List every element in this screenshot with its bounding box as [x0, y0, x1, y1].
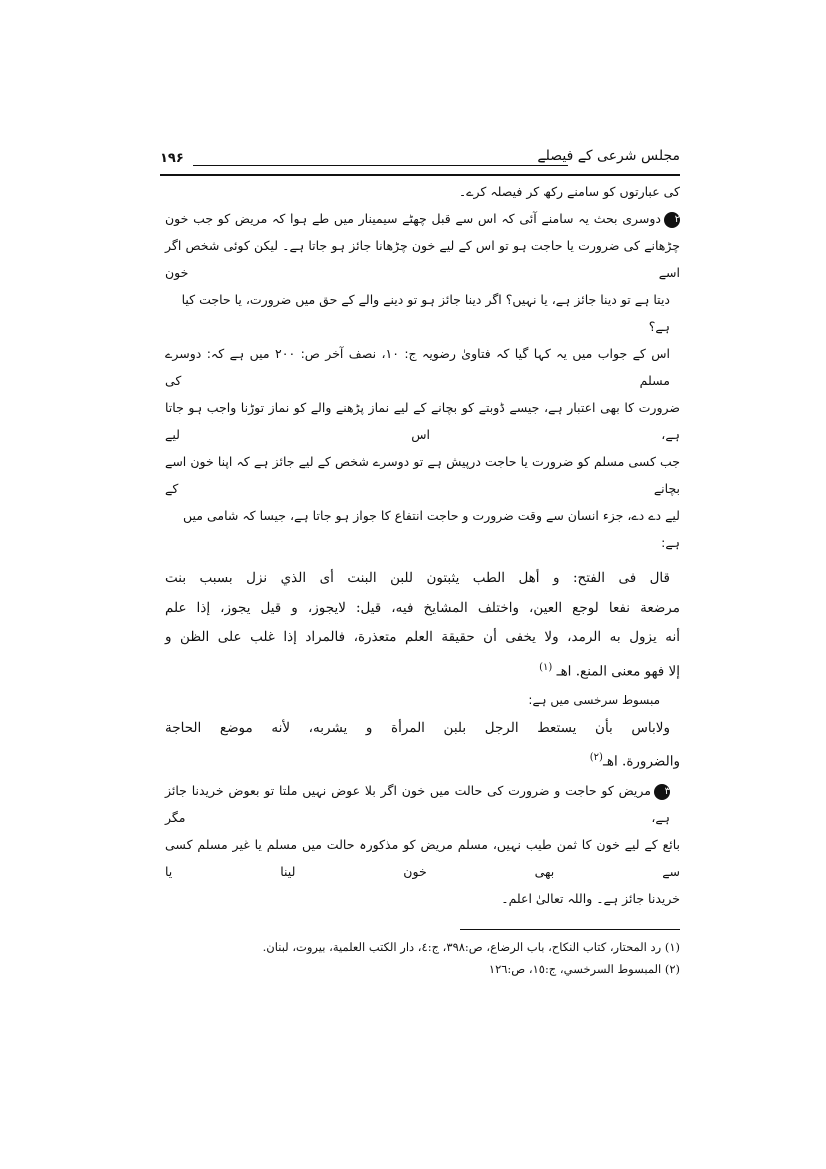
book-title: مجلس شرعی کے فیصلے — [537, 148, 680, 164]
footnote-ref-2[interactable]: (۲) — [589, 752, 603, 763]
text-line: دیتا ہے تو دینا جائز ہے، یا نہیں؟ اگر دینا جائز ہو تو دینے والے کے حق میں ضرورت، یا حاجت کیا ہے؟ — [181, 292, 670, 334]
arabic-quote-line: ولاباس بأن يستعط الرجل بلبن المرأة و يشربه، لأنه موضع الحاجة — [165, 719, 670, 736]
text-line: مبسوط سرخسی میں ہے: — [528, 692, 660, 707]
header-rule — [160, 174, 680, 176]
text-line: ۳مریض کو حاجت و ضرورت کی حالت میں خون اگر بلا عوض نہیں ملتا تو بعوض خریدنا جائز ہے، مگر — [165, 783, 670, 825]
text-line: بائع کے لیے خون کا ثمن طیب نہیں، مسلم مریض کو مذکورہ حالت میں مسلم یا غیر مسلم کسی سے بھی خون لینا یا — [165, 837, 680, 879]
arabic-quote-line: والضرورة. اهـ$^{(۲)}$ — [589, 752, 680, 770]
footnote-ref-1[interactable]: (۱) — [539, 661, 553, 673]
text-line: جب کسی مسلم کو ضرورت یا حاجت درپیش ہے تو دوسرے شخص کے لیے جائز ہے کہ اپنا خون اسے بچانے کے — [165, 454, 680, 496]
page-body — [165, 178, 680, 912]
text-line: خریدنا جائز ہے۔ واللہ تعالیٰ اعلم۔ — [501, 891, 680, 906]
text-line: اس کے جواب میں یہ کہا گیا کہ فتاویٰ رضویہ ج: ۱۰، نصف آخر ص: ۲۰۰ میں ہے کہ: دوسرے مسلم کی — [165, 346, 670, 388]
text-line: کی عبارتوں کو سامنے رکھ کر فیصلہ کرے۔ — [458, 184, 680, 199]
footnote-1: (۱) رد المحتار، كتاب النكاح، باب الرضاع، ص:٣٩٨، ج:٤، دار الكتب العلمية، بيروت، لبنان. — [262, 940, 680, 954]
text-line: ۲دوسری بحث یہ سامنے آئی کہ اس سے قبل چھٹے سیمینار میں طے ہوا کہ مریض کو جب خون — [165, 211, 680, 226]
arabic-quote-line: إلا فهو معنى المنع. اهـ $^{(۱)}$ — [539, 661, 680, 679]
text-line: لیے دے دے، جزء انسان سے وقت ضرورت و حاجت انتفاع کا جواز ہو جاتا ہے، جیسا کہ شامی میں ہے: — [183, 508, 680, 550]
text-line: ضرورت کا بھی اعتبار ہے، جیسے ڈوبتے کو بچانے کے لیے نماز پڑھنے والے کو نماز توڑنا واجب ہو جاتا ہے، اس لیے — [165, 400, 680, 442]
text-line: چڑھانے کی ضرورت یا حاجت ہو تو اس کے لیے خون چڑھانا جائز ہو جاتا ہے۔ لیکن کوئی شخص اگر اسے خون — [165, 238, 680, 280]
point-2-marker: ۲ — [664, 212, 680, 228]
point-3-marker: ۳ — [654, 784, 670, 800]
footnote-rule — [460, 929, 680, 930]
arabic-quote-line: أنه يزول به الرمد، ولا يخفى أن حقيقة العلم متعذرة، فالمراد إذا غلب على الظن و — [165, 629, 680, 645]
footnote-2: (۲) المبسوط السرخسي، ج:١٥، ص:١٢٦ — [488, 962, 680, 976]
arabic-quote-line: قال فی الفتح: و أهل الطب يثبتون للبن البنت أی الذي نزل بسبب بنت — [165, 570, 670, 586]
page-number: ۱۹۶ — [160, 151, 184, 166]
header-underline — [193, 165, 568, 166]
arabic-quote-line: مرضعة نفعا لوجع العين، واختلف المشايخ فيه، قيل: لايجوز، و قيل يجوز، إذا علم — [165, 599, 680, 616]
